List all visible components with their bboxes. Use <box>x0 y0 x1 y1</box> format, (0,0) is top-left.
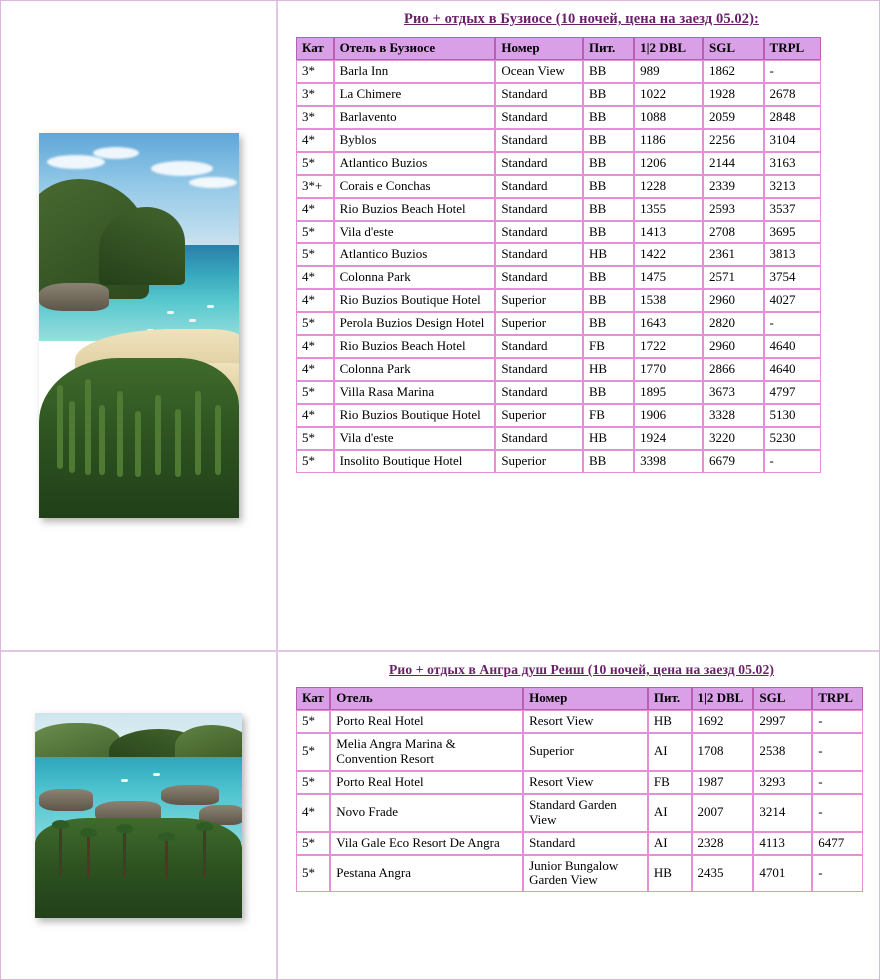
tariff-table-angra <box>296 687 863 892</box>
cell-hotel: Vila d'este <box>334 221 496 244</box>
table-row <box>296 289 821 312</box>
cell-meal: BB <box>583 289 634 312</box>
cell-trpl: 3695 <box>764 221 821 244</box>
cell-trpl: 3213 <box>764 175 821 198</box>
cell-dbl: 1987 <box>692 771 754 794</box>
column-header-sgl: SGL <box>703 37 764 60</box>
table-row <box>296 335 821 358</box>
table-row <box>296 427 821 450</box>
cell-room: Ocean View <box>495 60 583 83</box>
cell-meal: BB <box>583 175 634 198</box>
cell-sgl: 3673 <box>703 381 764 404</box>
cell-meal: BB <box>583 450 634 473</box>
cell-meal: BB <box>583 106 634 129</box>
cell-meal: HB <box>583 427 634 450</box>
cell-hotel: Byblos <box>334 129 496 152</box>
table-row <box>296 175 821 198</box>
table-row <box>296 106 821 129</box>
cell-sgl: 3293 <box>753 771 812 794</box>
cell-sgl: 3328 <box>703 404 764 427</box>
cell-meal: FB <box>583 404 634 427</box>
section-buzios <box>1 1 879 652</box>
cell-room: Resort View <box>523 710 648 733</box>
cell-category: 5* <box>296 312 334 335</box>
cell-category: 4* <box>296 794 330 832</box>
cell-sgl: 2593 <box>703 198 764 221</box>
cell-hotel: Perola Buzios Design Hotel <box>334 312 496 335</box>
cell-room: Superior <box>495 450 583 473</box>
cell-room: Standard <box>495 175 583 198</box>
cell-room: Standard <box>495 83 583 106</box>
cell-dbl: 1692 <box>692 710 754 733</box>
column-header-dbl: 1|2 DBL <box>692 687 754 710</box>
angra-dos-reis-photo <box>35 713 242 918</box>
cell-hotel: Vila Gale Eco Resort De Angra <box>330 832 523 855</box>
cell-trpl: - <box>764 450 821 473</box>
cell-trpl: 3754 <box>764 266 821 289</box>
cell-hotel: Barla Inn <box>334 60 496 83</box>
cell-dbl: 1538 <box>634 289 703 312</box>
cell-room: Standard <box>495 427 583 450</box>
cell-category: 5* <box>296 832 330 855</box>
cell-sgl: 2866 <box>703 358 764 381</box>
cell-category: 4* <box>296 266 334 289</box>
cell-trpl: 3537 <box>764 198 821 221</box>
cell-trpl: 2848 <box>764 106 821 129</box>
cell-category: 4* <box>296 198 334 221</box>
cell-meal: BB <box>583 221 634 244</box>
cell-trpl: - <box>812 855 863 893</box>
table-row <box>296 243 821 266</box>
cell-category: 5* <box>296 221 334 244</box>
cell-trpl: 3104 <box>764 129 821 152</box>
cell-trpl: 5230 <box>764 427 821 450</box>
cell-sgl: 4701 <box>753 855 812 893</box>
cell-dbl: 989 <box>634 60 703 83</box>
cell-sgl: 2339 <box>703 175 764 198</box>
table-header-row <box>296 687 863 710</box>
content-cell-angra <box>278 652 879 979</box>
table-row <box>296 855 863 893</box>
cell-trpl: - <box>764 60 821 83</box>
cell-room: Standard <box>495 129 583 152</box>
cell-meal: HB <box>648 855 692 893</box>
cell-meal: BB <box>583 312 634 335</box>
cell-meal: FB <box>583 335 634 358</box>
cell-meal: BB <box>583 266 634 289</box>
cell-meal: BB <box>583 129 634 152</box>
content-cell-buzios <box>278 1 879 650</box>
column-header-category: Кат <box>296 37 334 60</box>
cell-sgl: 1862 <box>703 60 764 83</box>
cell-sgl: 2538 <box>753 733 812 771</box>
cell-meal: BB <box>583 60 634 83</box>
cell-category: 5* <box>296 855 330 893</box>
cell-sgl: 6679 <box>703 450 764 473</box>
cell-sgl: 4113 <box>753 832 812 855</box>
buzios-beach-photo <box>39 133 239 518</box>
cell-hotel: Colonna Park <box>334 358 496 381</box>
cell-room: Standard <box>495 106 583 129</box>
cell-category: 4* <box>296 289 334 312</box>
cell-sgl: 2059 <box>703 106 764 129</box>
cell-dbl: 1643 <box>634 312 703 335</box>
cell-dbl: 2328 <box>692 832 754 855</box>
cell-room: Standard Garden View <box>523 794 648 832</box>
cell-room: Superior <box>523 733 648 771</box>
cell-sgl: 2960 <box>703 289 764 312</box>
cell-category: 5* <box>296 450 334 473</box>
cell-category: 5* <box>296 381 334 404</box>
cell-hotel: Atlantico Buzios <box>334 243 496 266</box>
cell-dbl: 1708 <box>692 733 754 771</box>
cell-meal: AI <box>648 794 692 832</box>
cell-room: Standard <box>523 832 648 855</box>
tariff-table-buzios <box>296 37 821 473</box>
cell-trpl: 2678 <box>764 83 821 106</box>
section-angra <box>1 652 879 979</box>
photo-cell-buzios <box>1 1 278 650</box>
cell-hotel: Rio Buzios Beach Hotel <box>334 198 496 221</box>
cell-sgl: 2571 <box>703 266 764 289</box>
cell-trpl: 4027 <box>764 289 821 312</box>
table-row <box>296 450 821 473</box>
cell-category: 3* <box>296 83 334 106</box>
table-row <box>296 794 863 832</box>
cell-room: Superior <box>495 289 583 312</box>
cell-category: 5* <box>296 152 334 175</box>
cell-room: Standard <box>495 243 583 266</box>
cell-hotel: Pestana Angra <box>330 855 523 893</box>
cell-room: Standard <box>495 198 583 221</box>
cell-dbl: 1924 <box>634 427 703 450</box>
cell-category: 5* <box>296 733 330 771</box>
cell-category: 4* <box>296 358 334 381</box>
cell-category: 5* <box>296 771 330 794</box>
cell-trpl: - <box>812 733 863 771</box>
cell-dbl: 1475 <box>634 266 703 289</box>
cell-room: Standard <box>495 221 583 244</box>
cell-dbl: 1722 <box>634 335 703 358</box>
cell-trpl: - <box>764 312 821 335</box>
cell-trpl: 4640 <box>764 335 821 358</box>
cell-hotel: Barlavento <box>334 106 496 129</box>
column-header-trpl: TRPL <box>812 687 863 710</box>
cell-dbl: 2435 <box>692 855 754 893</box>
cell-hotel: Rio Buzios Boutique Hotel <box>334 289 496 312</box>
cell-hotel: Rio Buzios Beach Hotel <box>334 335 496 358</box>
column-header-meal: Пит. <box>583 37 634 60</box>
column-header-trpl: TRPL <box>764 37 821 60</box>
cell-sgl: 2256 <box>703 129 764 152</box>
cell-dbl: 1186 <box>634 129 703 152</box>
cell-sgl: 1928 <box>703 83 764 106</box>
column-header-meal: Пит. <box>648 687 692 710</box>
cell-sgl: 3220 <box>703 427 764 450</box>
cell-dbl: 1906 <box>634 404 703 427</box>
table-row <box>296 198 821 221</box>
cell-room: Superior <box>495 312 583 335</box>
cell-hotel: Vila d'este <box>334 427 496 450</box>
table-row <box>296 381 821 404</box>
cell-hotel: Melia Angra Marina & Convention Resort <box>330 733 523 771</box>
table-row <box>296 832 863 855</box>
cell-meal: HB <box>583 243 634 266</box>
cell-meal: BB <box>583 381 634 404</box>
cell-dbl: 1228 <box>634 175 703 198</box>
cell-meal: BB <box>583 198 634 221</box>
page-title-buzios: Рио + отдых в Бузиосе (10 ночей, цена на заезд 05.02): <box>404 11 759 27</box>
table-row <box>296 771 863 794</box>
column-header-category: Кат <box>296 687 330 710</box>
cell-dbl: 3398 <box>634 450 703 473</box>
cell-room: Standard <box>495 335 583 358</box>
cell-sgl: 2708 <box>703 221 764 244</box>
column-header-sgl: SGL <box>753 687 812 710</box>
cell-trpl: 3813 <box>764 243 821 266</box>
cell-trpl: - <box>812 771 863 794</box>
cell-hotel: Novo Frade <box>330 794 523 832</box>
cell-meal: AI <box>648 832 692 855</box>
table-row <box>296 60 821 83</box>
table-row <box>296 710 863 733</box>
cell-sgl: 2960 <box>703 335 764 358</box>
cell-hotel: Porto Real Hotel <box>330 710 523 733</box>
table-row <box>296 221 821 244</box>
table-row <box>296 358 821 381</box>
column-header-room: Номер <box>523 687 648 710</box>
cell-room: Superior <box>495 404 583 427</box>
cell-hotel: Corais e Conchas <box>334 175 496 198</box>
cell-dbl: 1206 <box>634 152 703 175</box>
cell-meal: BB <box>583 152 634 175</box>
cell-dbl: 1022 <box>634 83 703 106</box>
cell-sgl: 2361 <box>703 243 764 266</box>
cell-dbl: 2007 <box>692 794 754 832</box>
table-row <box>296 312 821 335</box>
cell-meal: BB <box>583 83 634 106</box>
cell-trpl: - <box>812 794 863 832</box>
cell-dbl: 1422 <box>634 243 703 266</box>
cell-sgl: 2144 <box>703 152 764 175</box>
cell-hotel: Rio Buzios Boutique Hotel <box>334 404 496 427</box>
table-row <box>296 83 821 106</box>
cell-category: 4* <box>296 335 334 358</box>
cell-room: Standard <box>495 266 583 289</box>
column-header-hotel: Отель в Бузиосе <box>334 37 496 60</box>
photo-cell-angra <box>1 652 278 979</box>
cell-category: 5* <box>296 710 330 733</box>
cell-meal: FB <box>648 771 692 794</box>
cell-meal: HB <box>648 710 692 733</box>
column-header-room: Номер <box>495 37 583 60</box>
cell-sgl: 2820 <box>703 312 764 335</box>
cell-category: 4* <box>296 129 334 152</box>
cell-trpl: - <box>812 710 863 733</box>
table-header-row <box>296 37 821 60</box>
table-row <box>296 129 821 152</box>
cell-dbl: 1895 <box>634 381 703 404</box>
column-header-hotel: Отель <box>330 687 523 710</box>
cell-dbl: 1088 <box>634 106 703 129</box>
cell-category: 3* <box>296 106 334 129</box>
cell-hotel: La Chimere <box>334 83 496 106</box>
cell-meal: AI <box>648 733 692 771</box>
cell-sgl: 3214 <box>753 794 812 832</box>
cell-category: 5* <box>296 427 334 450</box>
cell-room: Resort View <box>523 771 648 794</box>
cell-dbl: 1770 <box>634 358 703 381</box>
cell-trpl: 5130 <box>764 404 821 427</box>
cell-trpl: 3163 <box>764 152 821 175</box>
cell-hotel: Insolito Boutique Hotel <box>334 450 496 473</box>
table-row <box>296 733 863 771</box>
cell-trpl: 6477 <box>812 832 863 855</box>
cell-meal: HB <box>583 358 634 381</box>
cell-category: 3* <box>296 60 334 83</box>
cell-trpl: 4640 <box>764 358 821 381</box>
table-row <box>296 266 821 289</box>
table-row <box>296 152 821 175</box>
cell-category: 4* <box>296 404 334 427</box>
cell-room: Standard <box>495 381 583 404</box>
page-title-angra: Рио + отдых в Ангра душ Реиш (10 ночей, цена на заезд 05.02) <box>389 662 774 677</box>
cell-category: 5* <box>296 243 334 266</box>
cell-dbl: 1413 <box>634 221 703 244</box>
cell-category: 3*+ <box>296 175 334 198</box>
table-row <box>296 404 821 427</box>
cell-room: Standard <box>495 358 583 381</box>
cell-dbl: 1355 <box>634 198 703 221</box>
cell-hotel: Atlantico Buzios <box>334 152 496 175</box>
column-header-dbl: 1|2 DBL <box>634 37 703 60</box>
cell-room: Junior Bungalow Garden View <box>523 855 648 893</box>
cell-hotel: Porto Real Hotel <box>330 771 523 794</box>
cell-room: Standard <box>495 152 583 175</box>
cell-sgl: 2997 <box>753 710 812 733</box>
cell-hotel: Villa Rasa Marina <box>334 381 496 404</box>
cell-trpl: 4797 <box>764 381 821 404</box>
cell-hotel: Colonna Park <box>334 266 496 289</box>
